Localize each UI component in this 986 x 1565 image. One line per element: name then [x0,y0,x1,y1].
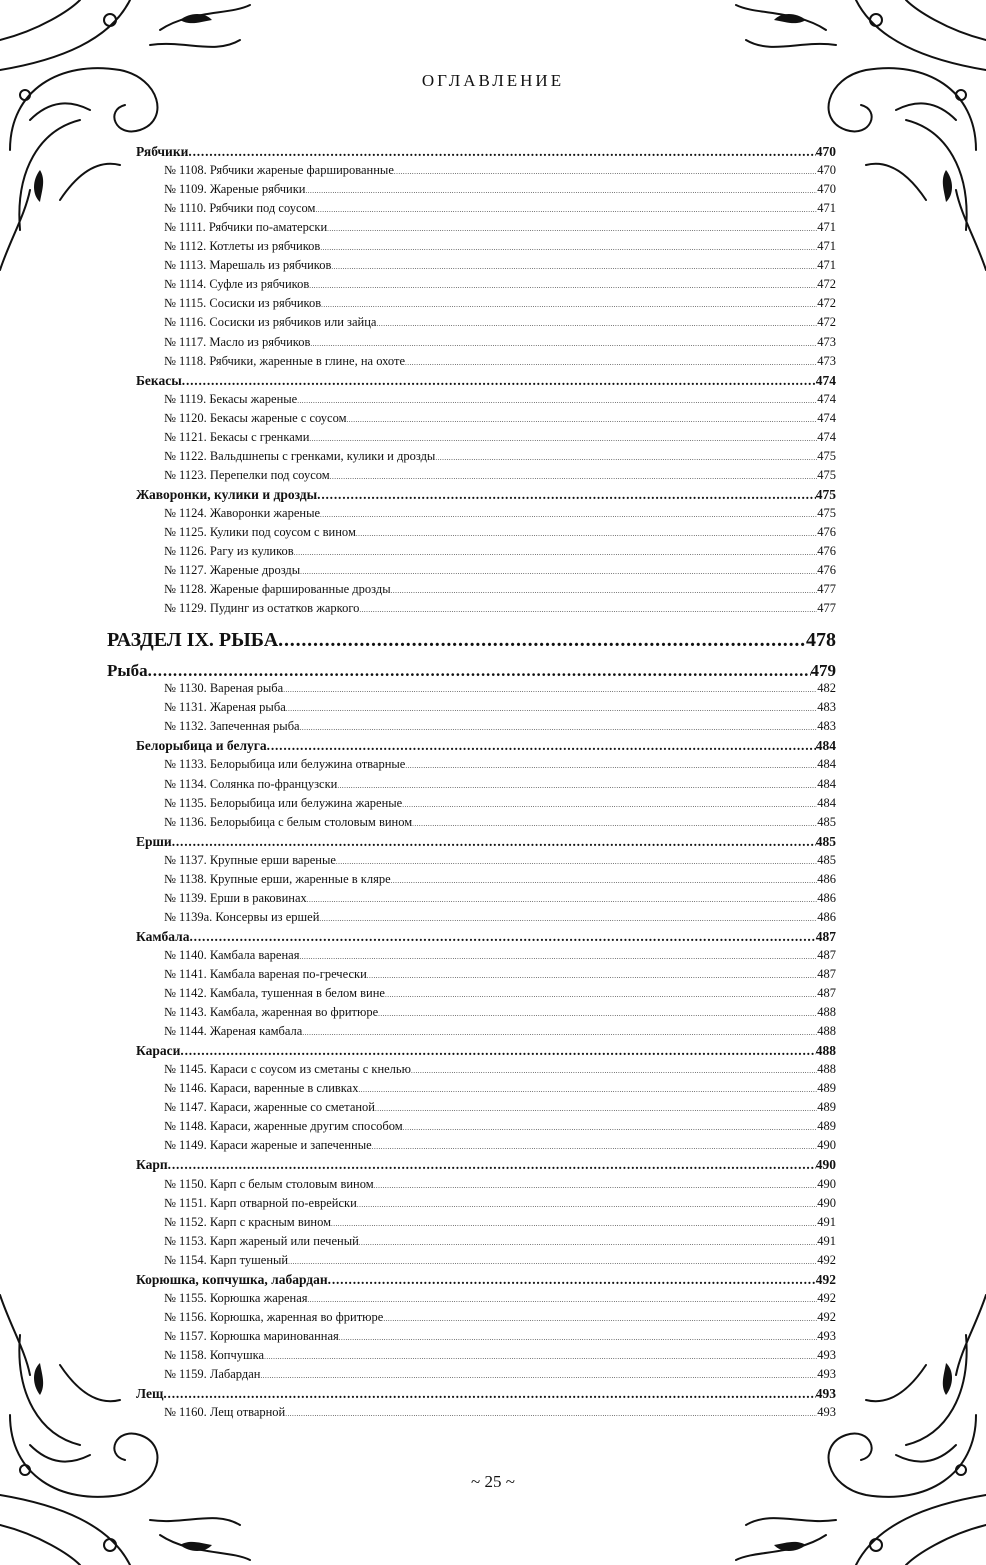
toc-entry [164,1022,836,1041]
toc-entry-title: № 1118. Рябчики, жаренные в глине, на охоте [164,354,406,368]
dot-leader [309,428,817,449]
toc-entry-page: 489 [817,1100,836,1114]
toc-entry-page: 475 [817,468,836,482]
toc-entry [164,1308,836,1327]
dot-leader [190,927,816,946]
toc-entry [164,1346,836,1365]
toc-entry-page: 488 [817,1062,836,1076]
toc-entry-page: 486 [817,891,836,905]
toc-entry-title: № 1114. Суфле из рябчиков [164,277,310,291]
toc-entry-title: № 1155. Корюшка жареная [164,1291,308,1305]
dot-leader [310,333,817,354]
toc-entry-title: № 1156. Корюшка, жаренная во фритюре [164,1310,384,1324]
toc-entry-title: № 1147. Караси, жаренные со сметаной [164,1100,375,1114]
toc-entry-page: 487 [817,986,836,1000]
toc-entry-title: № 1158. Копчушка [164,1348,265,1362]
toc-subheading [136,832,836,851]
toc-entry-title: № 1136. Белорыбица с белым столовым вином [164,815,413,829]
toc-entry-page: 488 [817,1024,836,1038]
toc-entry-title: № 1130. Вареная рыба [164,681,284,695]
toc-entry-title: Карп [136,1157,168,1172]
toc-entry [164,851,836,870]
dot-leader [331,1213,817,1234]
dot-leader [294,542,818,563]
toc-entry-page: 475 [815,487,836,502]
dot-leader [180,1041,815,1060]
toc-entry-page: 476 [817,525,836,539]
dot-leader [288,1251,817,1272]
toc-entry [164,561,836,580]
toc-subheading [136,1270,836,1289]
toc-entry-page: 489 [817,1119,836,1133]
toc-entry [164,523,836,542]
dot-leader [163,1384,815,1403]
dot-leader [336,851,817,872]
toc-entry-page: 470 [817,163,836,177]
dot-leader [330,466,818,487]
toc-entry-title: № 1111. Рябчики по-аматерски [164,220,328,234]
toc-entry-title: № 1133. Белорыбица или белужина отварные [164,757,406,771]
toc-entry-title: Рябчики [136,144,189,159]
toc-entry-title: № 1127. Жареные дрозды [164,563,301,577]
toc-entry [164,199,836,218]
toc-entry [164,755,836,774]
toc-entry-page: 477 [817,582,836,596]
toc-entry [164,946,836,965]
toc-entry-page: 490 [817,1177,836,1191]
dot-leader [305,180,817,201]
dot-leader [412,813,817,834]
toc-entry-page: 490 [817,1196,836,1210]
toc-entry [164,1365,836,1384]
toc-entry-page: 470 [815,144,836,159]
toc-entry-title: № 1128. Жареные фаршированные дрозды [164,582,391,596]
toc-entry-page: 493 [817,1329,836,1343]
toc-entry [164,599,836,618]
toc-entry-page: 484 [815,738,836,753]
toc-entry-title: № 1124. Жаворонки жареные [164,506,321,520]
toc-entry [164,908,836,927]
toc-entry-page: 478 [806,629,836,651]
dot-leader [308,1289,818,1310]
toc-entry-title: № 1117. Масло из рябчиков [164,335,311,349]
dot-leader [359,1232,817,1253]
dot-leader [411,1060,817,1081]
toc-entry [164,580,836,599]
dot-leader [315,199,817,220]
dot-leader [309,275,817,296]
toc-entry-title: № 1146. Караси, варенные в сливках [164,1081,359,1095]
dot-leader [394,161,817,182]
dot-leader [317,485,816,504]
toc-entry-page: 474 [817,392,836,406]
toc-entry-page: 490 [817,1138,836,1152]
dot-leader [378,1003,817,1024]
toc-entry-page: 479 [810,661,836,680]
toc-entry [164,984,836,1003]
dot-leader [300,561,817,582]
toc-entry-page: 476 [817,563,836,577]
toc-entry-title: № 1154. Карп тушеный [164,1253,289,1267]
dot-leader [435,447,817,468]
dot-leader [347,409,818,430]
dot-leader [357,1194,817,1215]
toc-entry [164,218,836,237]
toc-subheading [136,142,836,161]
toc-entry-page: 471 [817,258,836,272]
toc-entry [164,409,836,428]
toc-entry-page: 483 [817,700,836,714]
toc-entry-page: 491 [817,1234,836,1248]
toc-entry-page: 474 [817,430,836,444]
toc-entry-title: № 1140. Камбала вареная [164,948,300,962]
toc-entry [164,813,836,832]
dot-leader [319,908,817,929]
toc-entry [164,679,836,698]
toc-entry-title: Жаворонки, кулики и дрозды [136,487,318,502]
toc-entry-title: № 1138. Крупные ерши, жаренные в кляре [164,872,391,886]
dot-leader [267,736,816,755]
toc-entry-page: 486 [817,910,836,924]
toc-entry-title: № 1137. Крупные ерши вареные [164,853,336,867]
toc-entry-title: № 1150. Карп с белым столовым вином [164,1177,374,1191]
toc-entry-page: 493 [817,1348,836,1362]
toc-entry-title: № 1108. Рябчики жареные фаршированные [164,163,394,177]
toc-entry-page: 471 [817,239,836,253]
toc-entry-title: № 1112. Котлеты из рябчиков [164,239,321,253]
toc-entry-page: 487 [817,948,836,962]
toc-entry-title: № 1152. Карп с красным вином [164,1215,332,1229]
dot-leader [376,313,817,334]
toc-entry-title: № 1142. Камбала, тушенная в белом вине [164,986,385,1000]
dot-leader [264,1346,817,1367]
toc-entry [164,466,836,485]
toc-entry-title: № 1157. Корюшка маринованная [164,1329,339,1343]
toc-entry-page: 485 [817,853,836,867]
toc-entry-title: № 1110. Рябчики под соусом [164,201,316,215]
dot-leader [391,870,818,891]
toc-entry-page: 492 [817,1253,836,1267]
toc-entry-title: Корюшка, копчушка, лабардан [136,1272,328,1287]
toc-subheading [136,1155,836,1174]
toc-entry-title: Белорыбица и белуга [136,738,267,753]
dot-leader [356,523,817,544]
toc-entry-page: 493 [817,1405,836,1419]
toc-entry-page: 489 [817,1081,836,1095]
dot-leader [320,504,817,525]
toc-entry-title: № 1148. Караси, жаренные другим способом [164,1119,403,1133]
dot-leader [367,965,817,986]
toc-entry-title: № 1109. Жареные рябчики [164,182,306,196]
toc-entry-title: РАЗДЕЛ IX. РЫБА [107,629,279,651]
toc-entry-page: 470 [817,182,836,196]
dot-leader [300,717,818,738]
toc-entry-page: 490 [815,1157,836,1172]
toc-entry-title: Караси [136,1043,181,1058]
dot-leader [302,1022,817,1043]
toc-entry [164,965,836,984]
toc-entry-title: № 1132. Запеченная рыба [164,719,300,733]
dot-leader [260,1365,817,1386]
toc-entry-page: 487 [815,929,836,944]
toc-entry-title: Ерши [136,834,172,849]
dot-leader [168,1155,816,1174]
toc-entry [164,352,836,371]
toc-entry-page: 488 [817,1005,836,1019]
dot-leader [372,1136,818,1157]
toc-entry-page: 492 [817,1310,836,1324]
dot-leader [383,1308,817,1329]
toc-entry-page: 485 [817,815,836,829]
toc-entry [164,1251,836,1270]
toc-subheading [136,1041,836,1060]
dot-leader [385,984,817,1005]
toc-entry [164,1060,836,1079]
dot-leader [283,679,817,700]
dot-leader [339,1327,817,1348]
toc-entry-page: 486 [817,872,836,886]
dot-leader [391,580,818,601]
toc-entry-page: 475 [817,449,836,463]
dot-leader [405,755,817,776]
toc-entry [164,161,836,180]
toc-entry [164,390,836,409]
toc-entry-page: 473 [817,354,836,368]
toc-entry-page: 474 [817,411,836,425]
toc-entry-page: 473 [817,335,836,349]
toc-entry-title: Камбала [136,929,190,944]
toc-entry-page: 476 [817,544,836,558]
toc-entry-title: № 1121. Бекасы с гренками [164,430,310,444]
toc-entry-title: № 1159. Лабардан [164,1367,261,1381]
dot-leader [328,1270,816,1289]
dot-leader [297,390,817,411]
toc-entry-page: 482 [817,681,836,695]
dot-leader [321,294,817,315]
toc-entry-title: № 1115. Сосиски из рябчиков [164,296,322,310]
dot-leader [375,1098,817,1119]
toc-entry [164,717,836,736]
toc-entry-page: 484 [817,757,836,771]
toc-entry-page: 491 [817,1215,836,1229]
dot-leader [403,1117,818,1138]
toc-entry-title: № 1160. Лещ отварной [164,1405,286,1419]
toc-entry-title: Рыба [107,661,148,680]
toc-entry-title: № 1120. Бекасы жареные с соусом [164,411,347,425]
toc-entry [164,294,836,313]
dot-leader [331,256,817,277]
toc-entry-page: 484 [817,777,836,791]
toc-entry-page: 472 [817,315,836,329]
dot-leader [374,1175,818,1196]
toc-subheading [136,371,836,390]
toc-entry-title: № 1125. Кулики под соусом с вином [164,525,356,539]
toc-entry-title: № 1122. Вальдшнепы с гренками, кулики и дрозды [164,449,436,463]
toc-entry [164,237,836,256]
toc-subheading [136,736,836,755]
toc-subheading [136,1384,836,1403]
toc-entry-title: № 1134. Солянка по-французски [164,777,338,791]
toc-entry-title: № 1116. Сосиски из рябчиков или зайца [164,315,377,329]
toc-section [107,626,836,654]
toc-entry-page: 492 [817,1291,836,1305]
toc-entry [164,542,836,561]
dot-leader [172,832,816,851]
toc-entry-title: № 1143. Камбала, жаренная во фритюре [164,1005,379,1019]
toc-subheading [136,927,836,946]
toc-entry [164,889,836,908]
toc-entry-title: № 1149. Караси жареные и запеченные [164,1138,372,1152]
toc-entry [164,333,836,352]
toc-entry-title: № 1139а. Консервы из ершей [164,910,320,924]
dot-leader [307,889,817,910]
toc-entry [164,447,836,466]
toc-entry-title: № 1129. Пудинг из остатков жаркого [164,601,360,615]
page-number: ~ 25 ~ [471,1472,515,1491]
toc-subheading [136,485,836,504]
dot-leader [405,352,817,373]
toc-entry-page: 471 [817,220,836,234]
toc-entry-page: 471 [817,201,836,215]
toc-entry [164,275,836,294]
toc-entry [164,180,836,199]
toc-entry [164,1136,836,1155]
toc-entry-title: № 1113. Марешаль из рябчиков [164,258,332,272]
toc-entry-title: Бекасы [136,373,182,388]
dot-leader [337,775,817,796]
toc-entry [164,1232,836,1251]
dot-leader [320,237,817,258]
toc-entry [164,698,836,717]
toc-entry [164,1289,836,1308]
toc-entry [164,1079,836,1098]
dot-leader [299,946,817,967]
toc-entry [164,1117,836,1136]
toc-entry-page: 487 [817,967,836,981]
toc-entry [164,794,836,813]
toc-entry [164,428,836,447]
toc-entry [164,1175,836,1194]
toc-entry [164,313,836,332]
toc-entry-title: № 1119. Бекасы жареные [164,392,298,406]
toc-entry [164,775,836,794]
toc-entry [164,1213,836,1232]
toc-entry-page: 483 [817,719,836,733]
toc-entry-page: 477 [817,601,836,615]
toc-entry [164,256,836,275]
toc-entry-title: № 1144. Жареная камбала [164,1024,303,1038]
dot-leader [285,1403,817,1424]
toc-entry-title: № 1135. Белорыбица или белужина жареные [164,796,403,810]
toc-entry-title: № 1139. Ерши в раковинах [164,891,307,905]
toc-entry [164,870,836,889]
dot-leader [358,1079,817,1100]
toc-entry-page: 488 [815,1043,836,1058]
toc-entry [164,1098,836,1117]
toc-entry-page: 472 [817,296,836,310]
dot-leader [402,794,817,815]
toc-entry [164,504,836,523]
toc-entry-page: 485 [815,834,836,849]
dot-leader [359,599,817,620]
dot-leader [286,698,818,719]
toc-entry-title: № 1153. Карп жареный или печеный [164,1234,359,1248]
toc-entry-title: № 1141. Камбала вареная по-гречески [164,967,367,981]
toc-entry [164,1003,836,1022]
toc-entry-title: № 1131. Жареная рыба [164,700,286,714]
toc-entry-title: Лещ [136,1386,164,1401]
toc-entry-page: 475 [817,506,836,520]
dot-leader [327,218,817,239]
toc-entry-page: 484 [817,796,836,810]
toc-entry [164,1194,836,1213]
toc-entry-title: № 1145. Караси с соусом из сметаны с кнелью [164,1062,411,1076]
dot-leader [188,142,815,161]
toc-entry-title: № 1123. Перепелки под соусом [164,468,330,482]
toc-entry-page: 493 [815,1386,836,1401]
toc-entry-page: 492 [815,1272,836,1287]
toc-entry-page: 472 [817,277,836,291]
running-head: ОГЛАВЛЕНИЕ [421,71,565,90]
toc-entry-page: 493 [817,1367,836,1381]
toc-entry-title: № 1151. Карп отварной по-еврейски [164,1196,357,1210]
dot-leader [182,371,816,390]
dot-leader [278,626,806,654]
toc-entry [164,1403,836,1422]
toc-entry [164,1327,836,1346]
toc-entry-title: № 1126. Рагу из куликов [164,544,294,558]
toc-entry-page: 474 [815,373,836,388]
